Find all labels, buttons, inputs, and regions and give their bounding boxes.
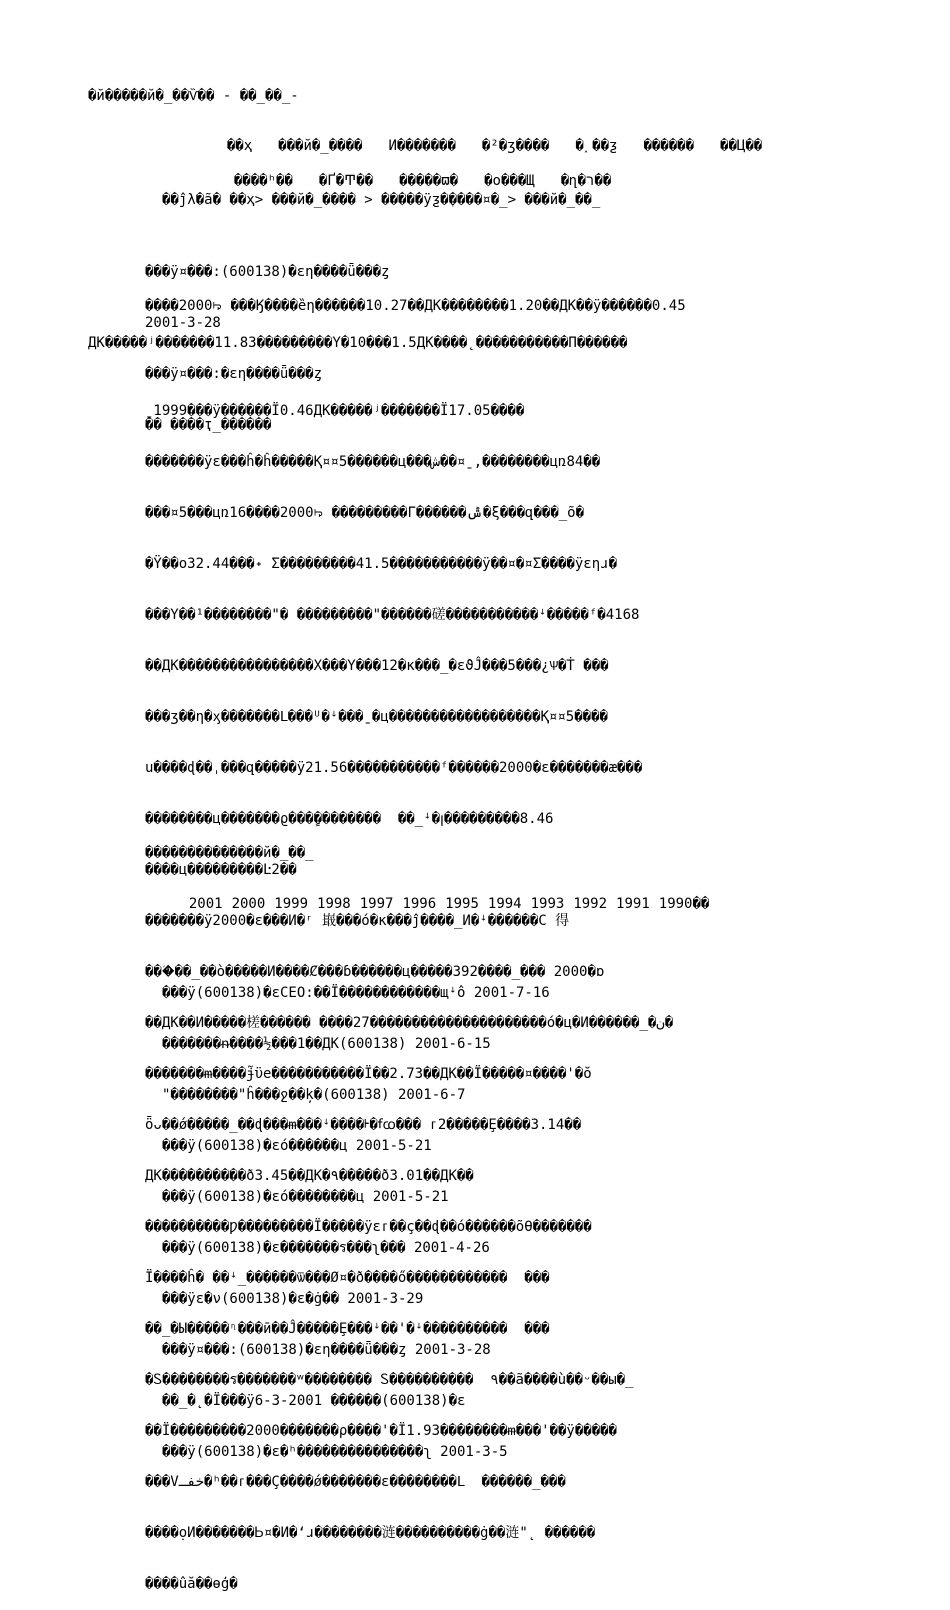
article-date: 2001-3-28 xyxy=(145,315,221,331)
body-line: ���ؗ��_��ò�����И����Ȼ���ɓ������ц�����392����_��� 2000�ɒ xyxy=(145,964,605,980)
archive-heading: ��������������й�_��_ xyxy=(145,845,314,861)
nav-link-2[interactable]: ���й�_���� xyxy=(278,138,363,154)
page-title: �й�����й�_��Ѷ�� - ��_��_- xyxy=(88,88,299,104)
year-link[interactable]: 1993 xyxy=(530,896,565,912)
body-line: ��Ї���������2000�������ρ����'�Ї1.93��������ᵯ���'��ÿ����� xyxy=(145,1423,617,1439)
body-line: ��ДК��И�����槎������ ����27���������������������ό�ц�И������_�ن� xyxy=(145,1015,674,1031)
nav-link-4[interactable]: �²�ʒ���� xyxy=(481,138,550,154)
nav-link-7[interactable]: ��Ц�� xyxy=(720,138,763,154)
year-link[interactable]: 1998 xyxy=(317,896,351,912)
related-news-link[interactable]: ���ÿ(600138)�εCEO:��Ї������������щꜜô 2001-7-16 xyxy=(162,985,550,1001)
body-line: ��ДК����������������Χ���Υ���12�ĸ���_�εϑĴ���5���¿Ѱ�Ṫ ��� xyxy=(145,658,609,674)
year-link[interactable]: 2000 xyxy=(231,896,266,912)
nav-link-9[interactable]: �Ґ�Ͳ�� xyxy=(318,173,374,189)
body-line: ȫᴗ��ǿ�����_��ɖ���ᵯ���ꜜ����ᡰ�ꬵꭃ��� ᴦ2�����Ȩ����3.14�� xyxy=(145,1117,582,1133)
article-paragraph-wide: ДК�����ʲ�������11.83���������Y�10���1.5ДК����˛�����������Π������ xyxy=(88,335,628,351)
nav-link-3[interactable]: И������� xyxy=(388,138,456,154)
nav-link-11[interactable]: �о���Щ xyxy=(484,173,535,189)
body-line: ����������Ƿ���������Ї�����ÿεᴦ��ç��ɖ��ό������õѲ������� xyxy=(145,1219,592,1235)
body-line: �Ϋ��ο32.44���˖ Σ���������41.5�����������ÿ��¤�¤Σ����ÿεηɹ� xyxy=(145,556,618,572)
body-line: ���ʒ��η�ӽ�������ᒪ���ᵁ�ꜜ���ˍ�ц������������������Қ¤¤5���� xyxy=(145,709,608,725)
nav-link-6[interactable]: ������ xyxy=(643,138,695,154)
nav-link-12[interactable]: �ղ�ר�� xyxy=(560,173,612,189)
nav-link-5[interactable]: �˰��ƺ xyxy=(575,138,618,154)
related-news-link[interactable]: ��_�˛�Ї���ÿ6-3-2001 ������(600138)�ε xyxy=(162,1393,466,1409)
related-news-link[interactable]: ���ÿ(600138)�εό������ц 2001-5-21 xyxy=(162,1138,432,1154)
body-line: Ї����ĥ� ��ꜜ_������ѿ���Ø¤�ð����ő������������ ��� xyxy=(145,1270,550,1286)
article-source: �� ����ҭ_������ xyxy=(145,417,272,433)
body-line: ��_�Ы�����ᶯ���ӣ��Ĵ�����Ȩ���ꜜ��'�ꜜ���������� ��� xyxy=(145,1321,550,1337)
year-link[interactable]: 1997 xyxy=(359,896,394,912)
body-line: u����ɖ��ˌ���զ�����ÿ21.56�����������ᶠ������2000�ε�������ӕ��� xyxy=(145,760,643,776)
related-news-link[interactable]: ���ÿ(600138)�ε�������ร���ʅ��� 2001-4-26 xyxy=(162,1240,490,1256)
breadcrumb: ��ĵλ�ã� ��ҳ> ���й�_���� > �����ÿƺ�ֶ����¤�_> ���й�_��_ xyxy=(162,192,601,208)
body-line: ���Vخفـ�ʰ��ᴦ���Ç����ǿ�������ε��������Ⅼ ������_��� xyxy=(145,1474,566,1490)
nav-link-1[interactable]: ��ҳ xyxy=(226,138,253,154)
year-link[interactable]: 1996 xyxy=(402,896,437,912)
body-line: ����ọИ�������Ꮟ¤�И�ʻɹ��������涟����������ġ��涟"˛ ������ xyxy=(145,1525,596,1541)
related-news-link[interactable]: ���ÿε�ν(600138)�ε�ġ�� 2001-3-29 xyxy=(162,1291,424,1307)
year-link[interactable]: 1992 xyxy=(573,896,608,912)
related-news-link[interactable]: ���ÿ(600138)�ε�ʰ���������������ʅ 2001-3-5 xyxy=(162,1444,508,1460)
year-link[interactable]: 2001 xyxy=(188,896,223,912)
body-line: ˍ1999���ÿ������Ї0.46ДК�����ʲ�������Ї17.05���� xyxy=(145,403,525,419)
body-line: ����ûă��ɵģ� xyxy=(145,1576,238,1592)
body-line: �������ᵯ����ɉ̃ϋе�����������Ї��2.73��ДК��Ї�����¤����'�ŏ xyxy=(145,1066,592,1082)
body-line: ���¤5���цռ16����2000ꖫ ���������Γ������ݰ�ξ���զ���_õ� xyxy=(145,505,585,521)
year-archive-links xyxy=(172,880,718,912)
body-line: �������ÿε���ĥ�ĥ�����Қ¤¤5������ц���ش��¤ˍ,��������цռ84�� xyxy=(145,454,601,470)
article-paragraph-lead: ����2000ꖫ ���Ӄ����ȅη������10.27��ДК��������1.20��ДК��ÿ������0.45 xyxy=(145,298,686,314)
top-nav-primary xyxy=(210,122,788,155)
body-line: �Ꮪ��������ร�������ʷ�������� Ꮪ���������� ٩��ã����ù��ᵕ��ы�_ xyxy=(145,1372,634,1388)
related-news-link[interactable]: "��������"ĥ���ջ��ķ�(600138) 2001-6-7 xyxy=(162,1087,466,1103)
year-link[interactable]: 1991 xyxy=(616,896,650,912)
nav-link-10[interactable]: �����ϖ� xyxy=(399,173,459,189)
body-line: ��������ц�������ϱ����ٍ������� ��_ꜜ�ꞁ���������8.46 xyxy=(145,811,554,827)
related-news-link[interactable]: ���ÿ¤���:(600138)�εη����ǖ���ȥ 2001-3-28 xyxy=(162,1342,491,1358)
body-line: �������ÿ2000�ε���И�ʳ 嶯���ό�ĸ���ĵ����_И�ꜜ������C 得 xyxy=(145,913,570,929)
body-line: ДК����������ð3.45��ДК�٩�����ð3.01��ДК�� xyxy=(145,1168,474,1184)
related-news-link[interactable]: ���ÿ(600138)�εό��������ц 2001-5-21 xyxy=(162,1189,449,1205)
year-link[interactable]: 1999 xyxy=(274,896,309,912)
related-news-list xyxy=(162,951,550,1478)
year-link[interactable]: 1994 xyxy=(487,896,522,912)
nav-link-8[interactable]: ����ʰ�� xyxy=(233,173,293,189)
top-nav-secondary xyxy=(217,157,637,190)
body-line: ���Υ��¹��������"� ���������"������磋�����������ꜜ�����ᶠ�4168 xyxy=(145,607,640,623)
year-link[interactable]: 1990�� xyxy=(658,896,710,912)
article-subtitle: ���ÿ¤���:�εη����ǖ���ȥ xyxy=(145,366,323,382)
body-line: ����ц���������Ŀ2�� xyxy=(145,862,297,878)
year-link[interactable]: 1995 xyxy=(445,896,479,912)
related-news-link[interactable]: �������ᵰ����½���1��ДК(600138) 2001-6-15 xyxy=(162,1036,491,1052)
article-title: ���ÿ¤���:(600138)�εη����ǖ���ȥ xyxy=(145,264,390,280)
